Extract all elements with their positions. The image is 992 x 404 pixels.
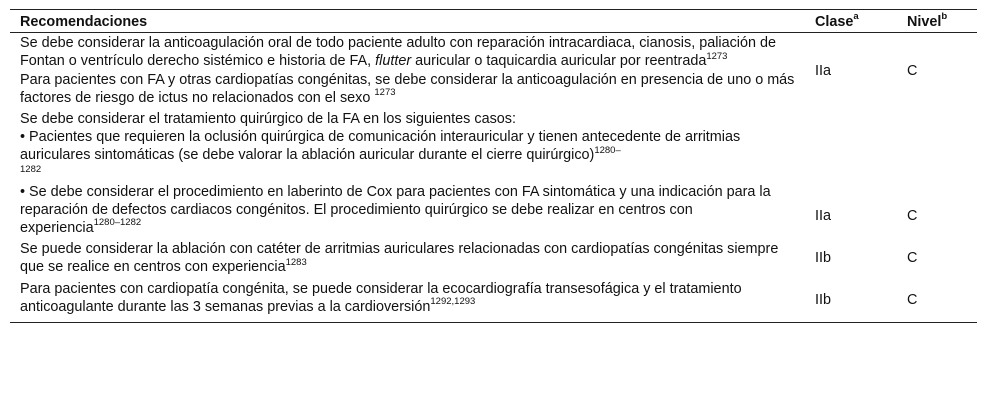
recommendation-cell	[10, 33, 805, 109]
nivel-cell	[897, 109, 977, 239]
header-nivel-footnote: b	[941, 11, 948, 23]
header-clase-label: Clase	[815, 14, 854, 30]
recommendation-text: Se debe considerar el tratamiento quirúrgico de la FA en los siguientes casos:	[20, 111, 516, 128]
header-nivel	[897, 10, 977, 33]
table-row	[10, 279, 977, 323]
header-clase	[805, 10, 897, 33]
bullet-spacer	[20, 175, 795, 183]
recommendation-text-italic: flutter	[375, 53, 412, 70]
reference-superscript: 1273	[706, 50, 728, 62]
recommendation-cell	[10, 239, 805, 278]
clase-cell	[805, 239, 897, 278]
clase-cell	[805, 279, 897, 323]
nivel-cell	[897, 239, 977, 278]
reference-superscript: 1280–	[594, 144, 621, 156]
recommendation-text-part: Para pacientes con cardiopatía congénita, se puede considerar la ecocardiografía transesofágica y el tratamiento anticoagulante durante las 3 semanas previas a la cardioversión	[20, 280, 742, 315]
header-clase-footnote: a	[853, 11, 859, 23]
recommendation-bullet	[20, 183, 795, 238]
header-nivel-label: Nivel	[907, 14, 942, 30]
recommendation-cell	[10, 279, 805, 323]
recommendation-cell	[10, 109, 805, 239]
reference-superscript-wrap: 1282	[20, 163, 42, 175]
nivel-cell	[897, 279, 977, 323]
reference-superscript: 1280–1282	[93, 217, 142, 229]
recommendation-text	[20, 71, 795, 107]
nivel-value: C	[907, 208, 918, 225]
clase-value: IIb	[815, 291, 831, 308]
recommendation-text-part: Se debe considerar la anticoagulación oral de todo paciente adulto con reparación intracardiaca, cianosis, paliación de Fontan o ventrículo derecho sistémico e historia de FA,	[20, 35, 777, 70]
table-row	[10, 33, 977, 109]
clase-value: IIa	[815, 208, 831, 225]
clase-cell	[805, 109, 897, 239]
recommendation-text-part: Para pacientes con FA y otras cardiopatías congénitas, se debe considerar la anticoagulación en presencia de uno o más factores de riesgo de ictus no relacionados con el sexo	[20, 71, 795, 106]
table-row	[10, 239, 977, 278]
recommendations-table	[10, 9, 977, 323]
table-header-row	[10, 10, 977, 33]
clase-value: IIb	[815, 250, 831, 267]
recommendation-text-part: Se puede considerar la ablación con catéter de arritmias auriculares relacionadas con cardiopatías congénitas siempre que se realice en centros con experiencia	[20, 241, 779, 276]
table-row	[10, 109, 977, 239]
reference-superscript: 1292,1293	[430, 296, 476, 308]
nivel-value: C	[907, 62, 918, 79]
nivel-value: C	[907, 250, 918, 267]
nivel-value: C	[907, 291, 918, 308]
recommendation-bullet	[20, 128, 795, 174]
recommendation-text-part: • Se debe considerar el procedimiento en laberinto de Cox para pacientes con FA sintomática y una indicación para la reparación de defectos cardiacos congénitos. El procedimiento quirúrgico se debe realizar en centros con experiencia	[20, 183, 771, 237]
reference-superscript: 1273	[374, 87, 396, 99]
clase-cell	[805, 33, 897, 109]
reference-superscript: 1283	[285, 256, 307, 268]
clase-value: IIa	[815, 62, 831, 79]
recommendation-text-part: • Pacientes que requieren la oclusión quirúrgica de comunicación interauricular y tienen antecedente de arritmias auriculares sintomáticas (se debe valorar la ablación auricular durante el cierre quirúrgico)	[20, 129, 741, 164]
recommendations-table-container	[10, 9, 977, 323]
recommendation-text-part: auricular o taquicardia auricular por reentrada	[411, 53, 707, 70]
header-recomendaciones-label: Recomendaciones	[20, 14, 148, 30]
header-recomendaciones	[10, 10, 805, 33]
recommendation-text	[20, 34, 795, 70]
nivel-cell	[897, 33, 977, 109]
